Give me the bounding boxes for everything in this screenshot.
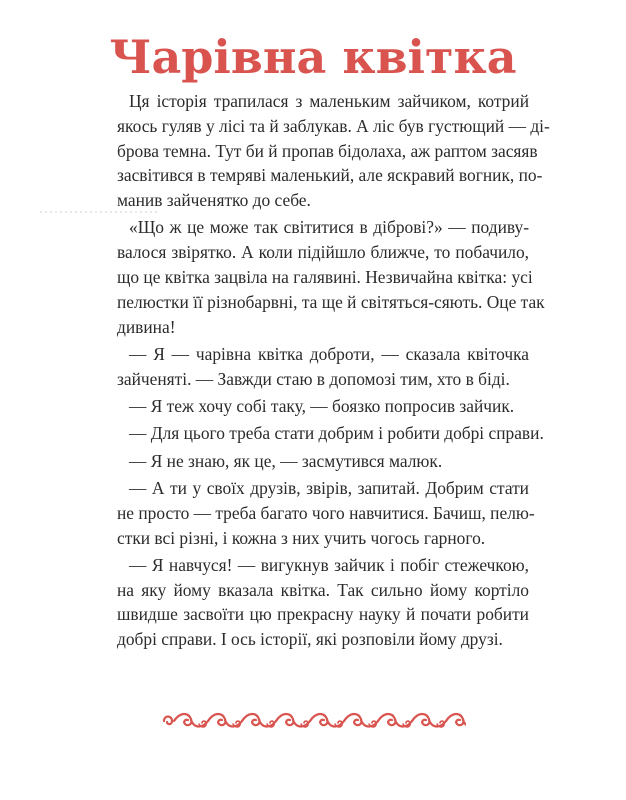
text-line: не просто — треба багато чого навчитися. Бачиш, пелю- <box>117 502 535 523</box>
swirl-ornament-graphic <box>160 707 466 735</box>
text-line: — Я — чарівна квітка доброти, — сказала квіточка <box>129 343 529 364</box>
text-line: швидше засвоїти цю прекрасну науку й почати робити <box>117 604 529 625</box>
text-line: — Для цього треба стати добрим і робити добрі справи. <box>129 423 544 444</box>
paragraph <box>117 449 529 474</box>
text-line: якось гуляв у лісі та й заблукав. А ліс був густющий — ді- <box>117 115 550 136</box>
ornament-swirl <box>412 714 446 727</box>
text-line: дивина! <box>117 316 176 337</box>
ornament-swirl <box>164 717 172 725</box>
ornament-swirl <box>344 714 378 727</box>
ornament-swirl <box>276 714 310 727</box>
swirl-ornament-icon <box>160 707 466 735</box>
paragraph <box>117 421 544 446</box>
story-text <box>117 89 550 652</box>
text-line: пелюстки її різнобарвні, та ще й світяться-сяють. Оце так <box>117 291 545 312</box>
paragraph <box>117 215 545 339</box>
text-line: — Я навчуся! — вигукнув зайчик і побіг стежечкою, <box>129 554 529 575</box>
ornament-swirl <box>446 714 466 727</box>
text-line: — Я не знаю, як це, — засмутився малюк. <box>129 450 443 471</box>
ornament-swirl <box>208 714 242 727</box>
text-line: манив зайченятко до себе. <box>117 190 311 211</box>
text-line: брова темна. Тут би й пропав бідолаха, аж раптом засяяв <box>117 140 538 161</box>
text-line: добрі справи. І ось історії, які розповіли йому друзі. <box>117 629 503 650</box>
text-line: Ця історія трапилася з маленьким зайчиком, котрий <box>129 91 529 111</box>
paragraph <box>117 342 529 392</box>
text-line: на яку йому вказала квітка. Так сильно йому кортіло <box>117 579 529 600</box>
ornament-swirl <box>378 714 412 727</box>
text-line: зайченяті. — Завжди стаю в допомозі тим, хто в біді. <box>117 368 510 389</box>
ornament-swirl <box>310 714 344 727</box>
text-line: що це квітка зацвіла на галявині. Незвичайна квітка: усі <box>117 267 533 288</box>
text-line: «Що ж це може так світитися в діброві?» — подиву- <box>129 217 529 238</box>
paragraph <box>117 89 550 213</box>
text-line: валося звірятко. А коли підійшло ближче, то побачило, <box>117 242 529 263</box>
text-line: — А ти у своїх друзів, звірів, запитай. Добрим стати <box>129 477 529 498</box>
text-line: стки всі різні, і кожна з них учить чогось гарного. <box>117 527 486 548</box>
text-line: — Я теж хочу собі таку, — боязко попросив зайчик. <box>129 396 515 417</box>
paragraph <box>117 394 529 419</box>
text-line: засвітився в темряві маленький, але яскравий вогник, по- <box>117 165 543 186</box>
paragraph <box>117 476 535 550</box>
page-title: Чарівна квітка <box>109 30 517 84</box>
paragraph <box>117 553 529 652</box>
ornament-swirl <box>242 714 276 727</box>
ornament-swirl <box>174 714 208 727</box>
